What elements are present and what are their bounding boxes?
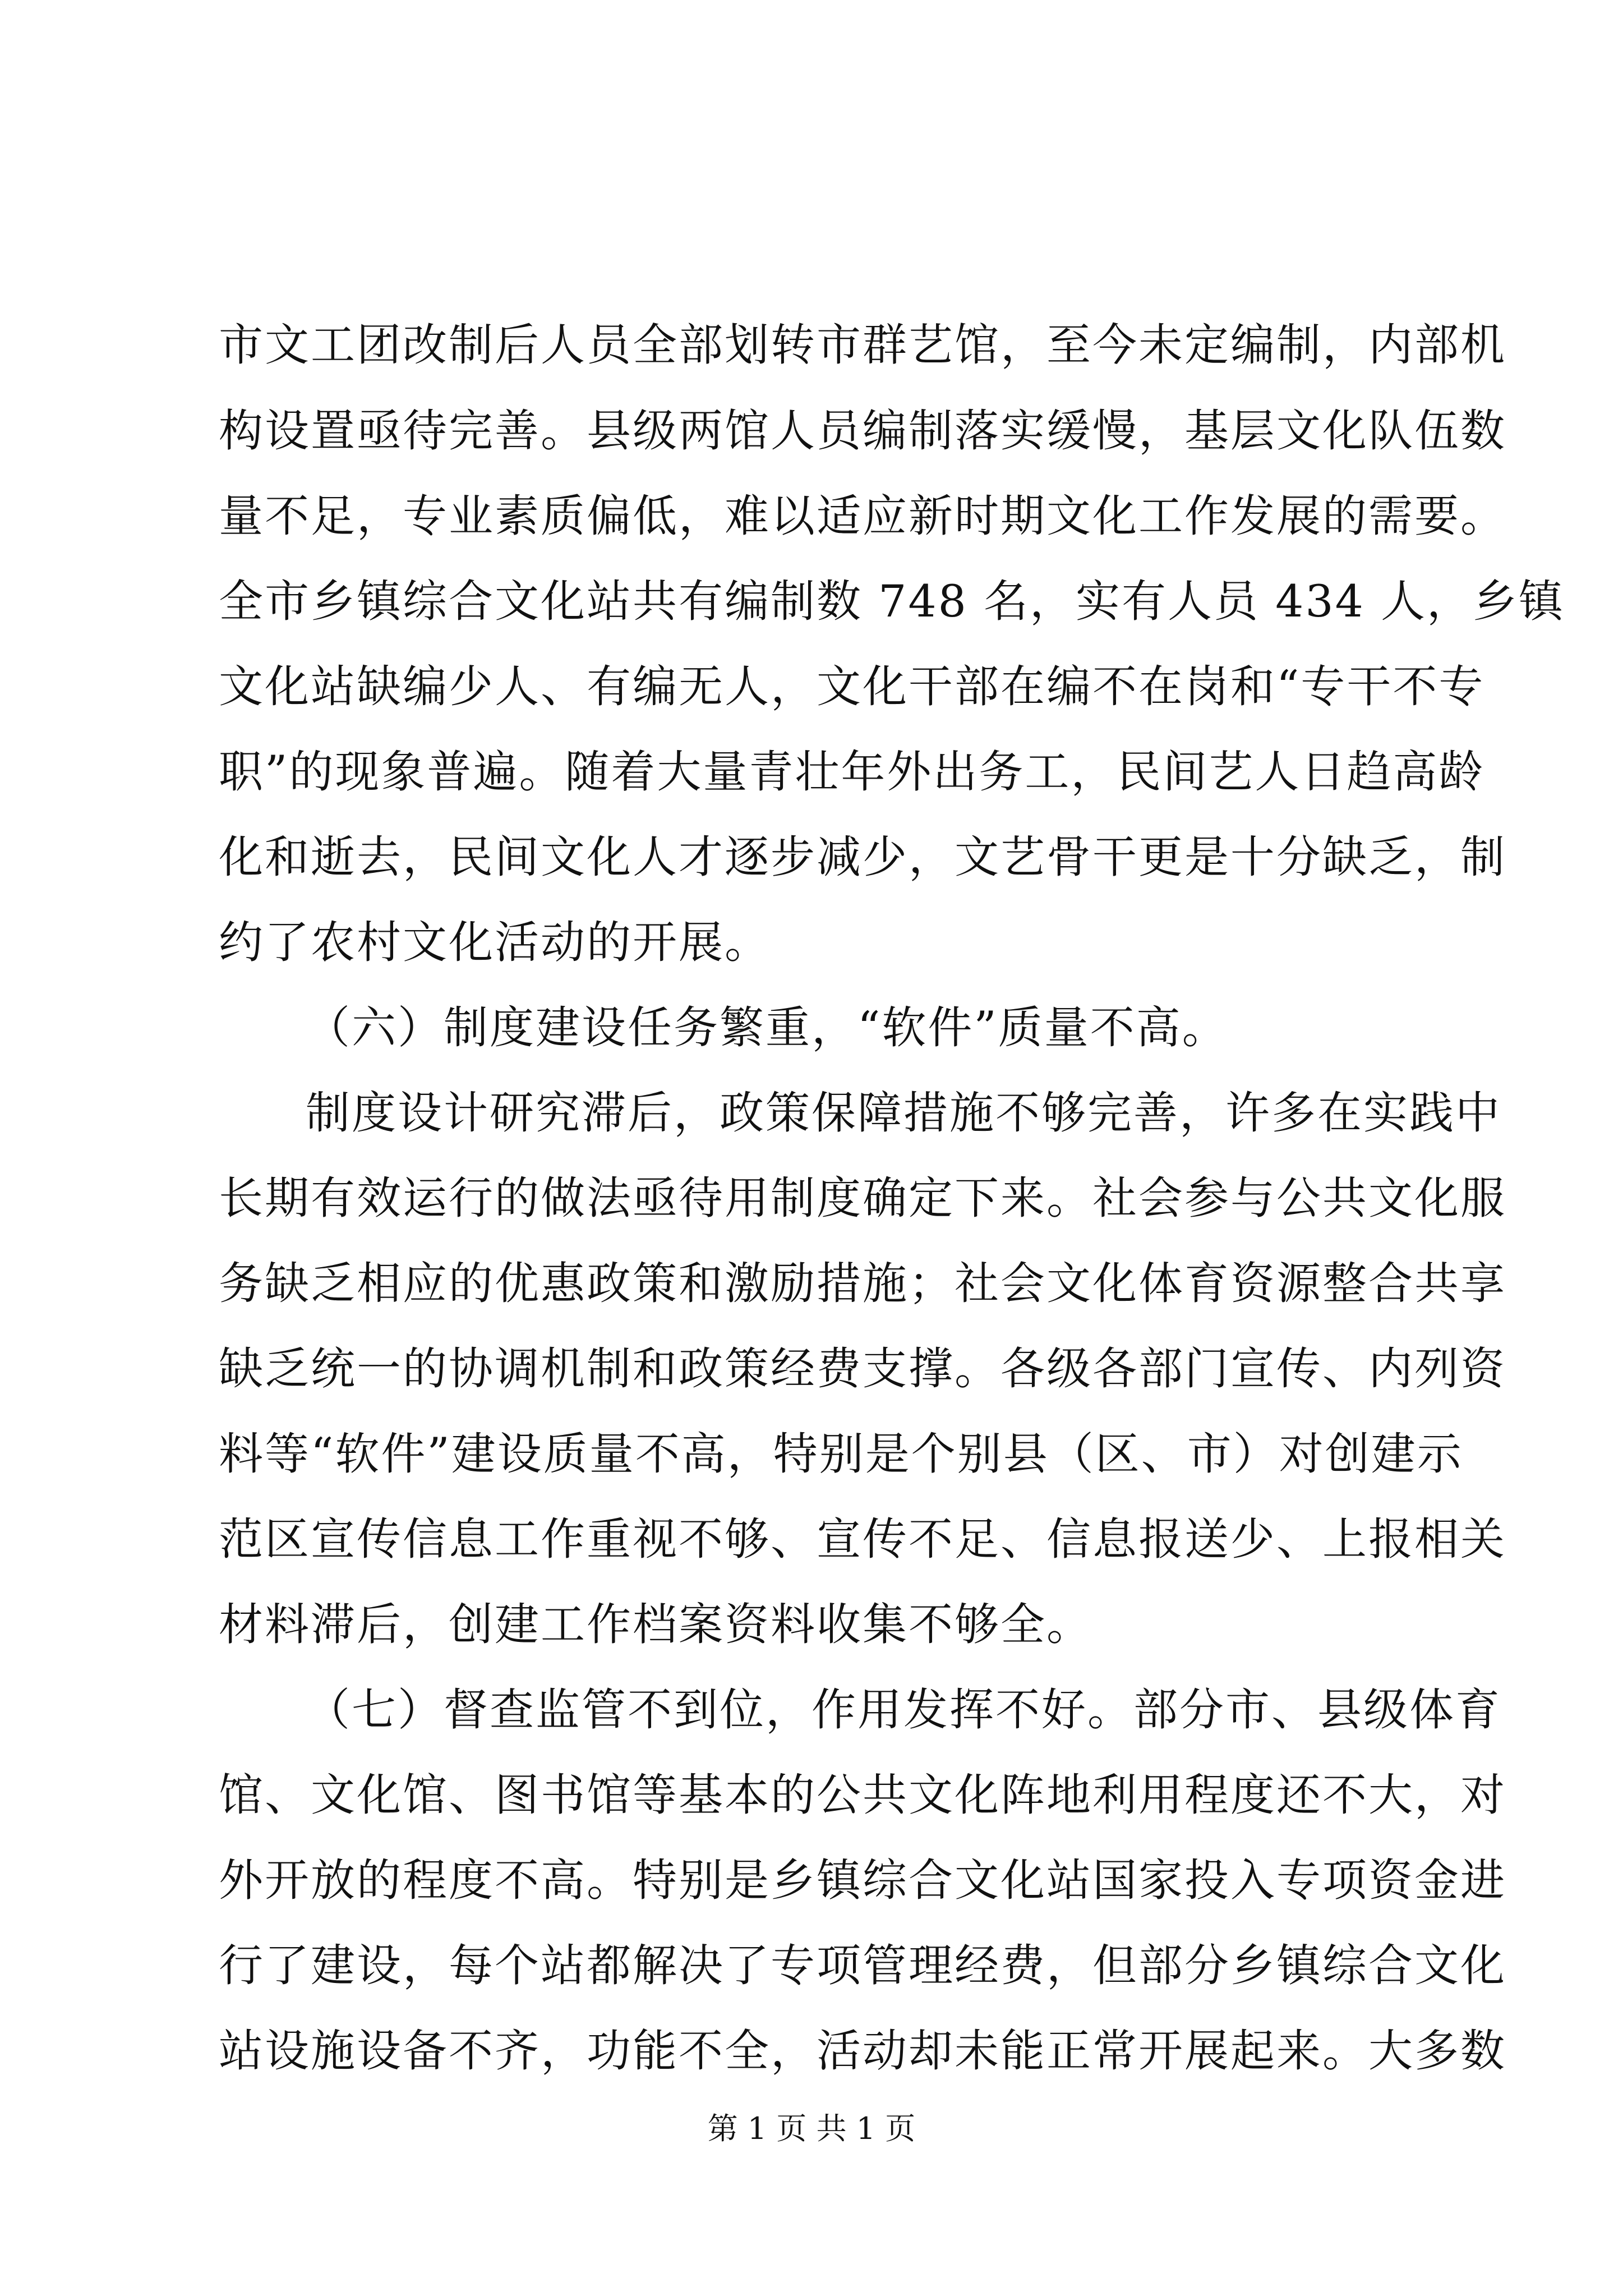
- text-line: 职”的现象普遍。随着大量青壮年外出务工，民间艺人日趋高龄: [219, 746, 1485, 798]
- text-line: 化和逝去，民间文化人才逐步减少，文艺骨干更是十分缺乏，制: [219, 831, 1506, 883]
- text-line: 长期有效运行的做法亟待用制度确定下来。社会参与公共文化服: [219, 1172, 1506, 1224]
- text-line: 馆、文化馆、图书馆等基本的公共文化阵地利用程度还不大，对: [219, 1769, 1506, 1821]
- text-line: 文化站缺编少人、有编无人，文化干部在编不在岗和“专干不专: [219, 661, 1485, 712]
- text-line: 料等“软件”建设质量不高，特别是个别县（区、市）对创建示: [219, 1428, 1463, 1480]
- text-line: 范区宣传信息工作重视不够、宣传不足、信息报送少、上报相关: [219, 1513, 1506, 1565]
- text-line: 务缺乏相应的优惠政策和激励措施；社会文化体育资源整合共享: [219, 1258, 1506, 1309]
- text-line: 量不足，专业素质偏低，难以适应新时期文化工作发展的需要。: [219, 490, 1506, 542]
- page-footer: 第 1 页 共 1 页: [707, 2111, 916, 2146]
- text-line: 行了建设，每个站都解决了专项管理经费，但部分乡镇综合文化: [219, 1940, 1506, 1991]
- text-line: 外开放的程度不高。特别是乡镇综合文化站国家投入专项资金进: [219, 1855, 1506, 1906]
- text-line: 材料滞后，创建工作档案资料收集不够全。: [219, 1599, 1092, 1650]
- text-line: 约了农村文化活动的开展。: [219, 917, 771, 968]
- paragraph-first-line: 制度设计研究滞后，政策保障措施不够完善，许多在实践中: [306, 1087, 1501, 1139]
- text-line: 缺乏统一的协调机制和政策经费支撑。各级各部门宣传、内列资: [219, 1343, 1506, 1395]
- text-line: 构设置亟待完善。县级两馆人员编制落实缓慢，基层文化队伍数: [219, 405, 1506, 457]
- text-line: 站设施设备不齐，功能不全，活动却未能正常开展起来。大多数: [219, 2025, 1506, 2077]
- text-line: 全市乡镇综合文化站共有编制数 748 名，实有人员 434 人，乡镇: [219, 576, 1565, 627]
- text-line: 市文工团改制后人员全部划转市群艺馆，至今未定编制，内部机: [219, 319, 1506, 371]
- section-heading-6: （六）制度建设任务繁重，“软件”质量不高。: [306, 1002, 1228, 1053]
- section-heading-7: （七）督查监管不到位，作用发挥不好。部分市、县级体育: [306, 1684, 1501, 1736]
